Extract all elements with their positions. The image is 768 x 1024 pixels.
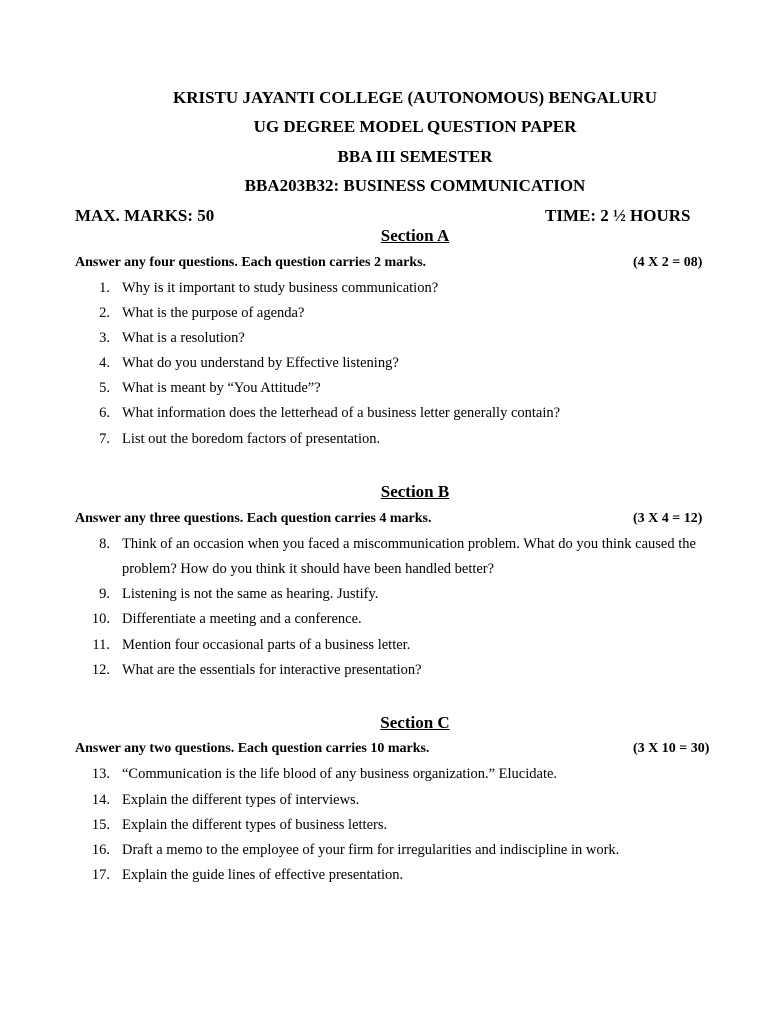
- section-instruction: Answer any three questions. Each question carries 4 marks.: [75, 511, 432, 526]
- question-text-continued: problem? How do you think it should have been handled better?: [122, 561, 495, 577]
- question-number: 3.: [99, 330, 110, 346]
- question-number: 10.: [91, 611, 110, 627]
- section-instruction: Answer any two questions. Each question carries 10 marks.: [75, 741, 430, 756]
- max-marks: MAX. MARKS: 50: [75, 206, 215, 225]
- question-number: 2.: [99, 305, 110, 321]
- question-text: Explain the different types of interviews.: [122, 792, 360, 808]
- question-number: 6.: [99, 405, 110, 421]
- section-title: Section C: [380, 713, 450, 732]
- question-text: What is a resolution?: [122, 330, 245, 346]
- section-marks: (3 X 4 = 12): [633, 511, 703, 526]
- section-title: Section A: [380, 226, 450, 245]
- question-number: 5.: [99, 380, 110, 396]
- paper-type: UG DEGREE MODEL QUESTION PAPER: [253, 117, 577, 136]
- question-number: 1.: [99, 280, 110, 296]
- question-text: Explain the different types of business letters.: [122, 817, 388, 833]
- question-text: Draft a memo to the employee of your firm for irregularities and indiscipline in work.: [122, 842, 620, 858]
- question-text: What are the essentials for interactive presentation?: [122, 662, 422, 678]
- question-number: 12.: [91, 662, 110, 678]
- exam-time: TIME: 2 ½ HOURS: [545, 206, 691, 225]
- question-number: 17.: [91, 867, 110, 883]
- question-number: 15.: [91, 817, 110, 833]
- question-number: 11.: [92, 637, 110, 653]
- question-text: What information does the letterhead of a business letter generally contain?: [122, 405, 561, 421]
- question-text: “Communication is the life blood of any business organization.” Elucidate.: [122, 766, 558, 782]
- question-text: What is the purpose of agenda?: [122, 305, 305, 321]
- question-text: Listening is not the same as hearing. Justify.: [122, 586, 379, 602]
- question-text: Explain the guide lines of effective presentation.: [122, 867, 404, 883]
- question-number: 8.: [99, 536, 110, 552]
- question-number: 14.: [91, 792, 110, 808]
- question-text: Think of an occasion when you faced a miscommunication problem. What do you think caused the: [122, 536, 696, 552]
- section-marks: (4 X 2 = 08): [633, 255, 703, 270]
- question-text: What do you understand by Effective listening?: [122, 355, 399, 371]
- question-text: List out the boredom factors of presentation.: [122, 431, 381, 447]
- course-title: BBA203B32: BUSINESS COMMUNICATION: [244, 176, 586, 195]
- question-text: Differentiate a meeting and a conference.: [122, 611, 362, 627]
- question-number: 16.: [91, 842, 110, 858]
- question-number: 13.: [91, 766, 110, 782]
- college-name: KRISTU JAYANTI COLLEGE (AUTONOMOUS) BENGALURU: [173, 88, 657, 107]
- question-number: 4.: [99, 355, 110, 371]
- section-instruction: Answer any four questions. Each question carries 2 marks.: [75, 255, 427, 270]
- question-number: 9.: [99, 586, 110, 602]
- semester: BBA III SEMESTER: [337, 147, 493, 166]
- question-text: Mention four occasional parts of a business letter.: [122, 637, 411, 653]
- section-title: Section B: [380, 482, 450, 501]
- section-marks: (3 X 10 = 30): [633, 741, 710, 756]
- question-text: Why is it important to study business communication?: [122, 280, 439, 296]
- question-number: 7.: [99, 431, 110, 447]
- question-text: What is meant by “You Attitude”?: [122, 380, 321, 396]
